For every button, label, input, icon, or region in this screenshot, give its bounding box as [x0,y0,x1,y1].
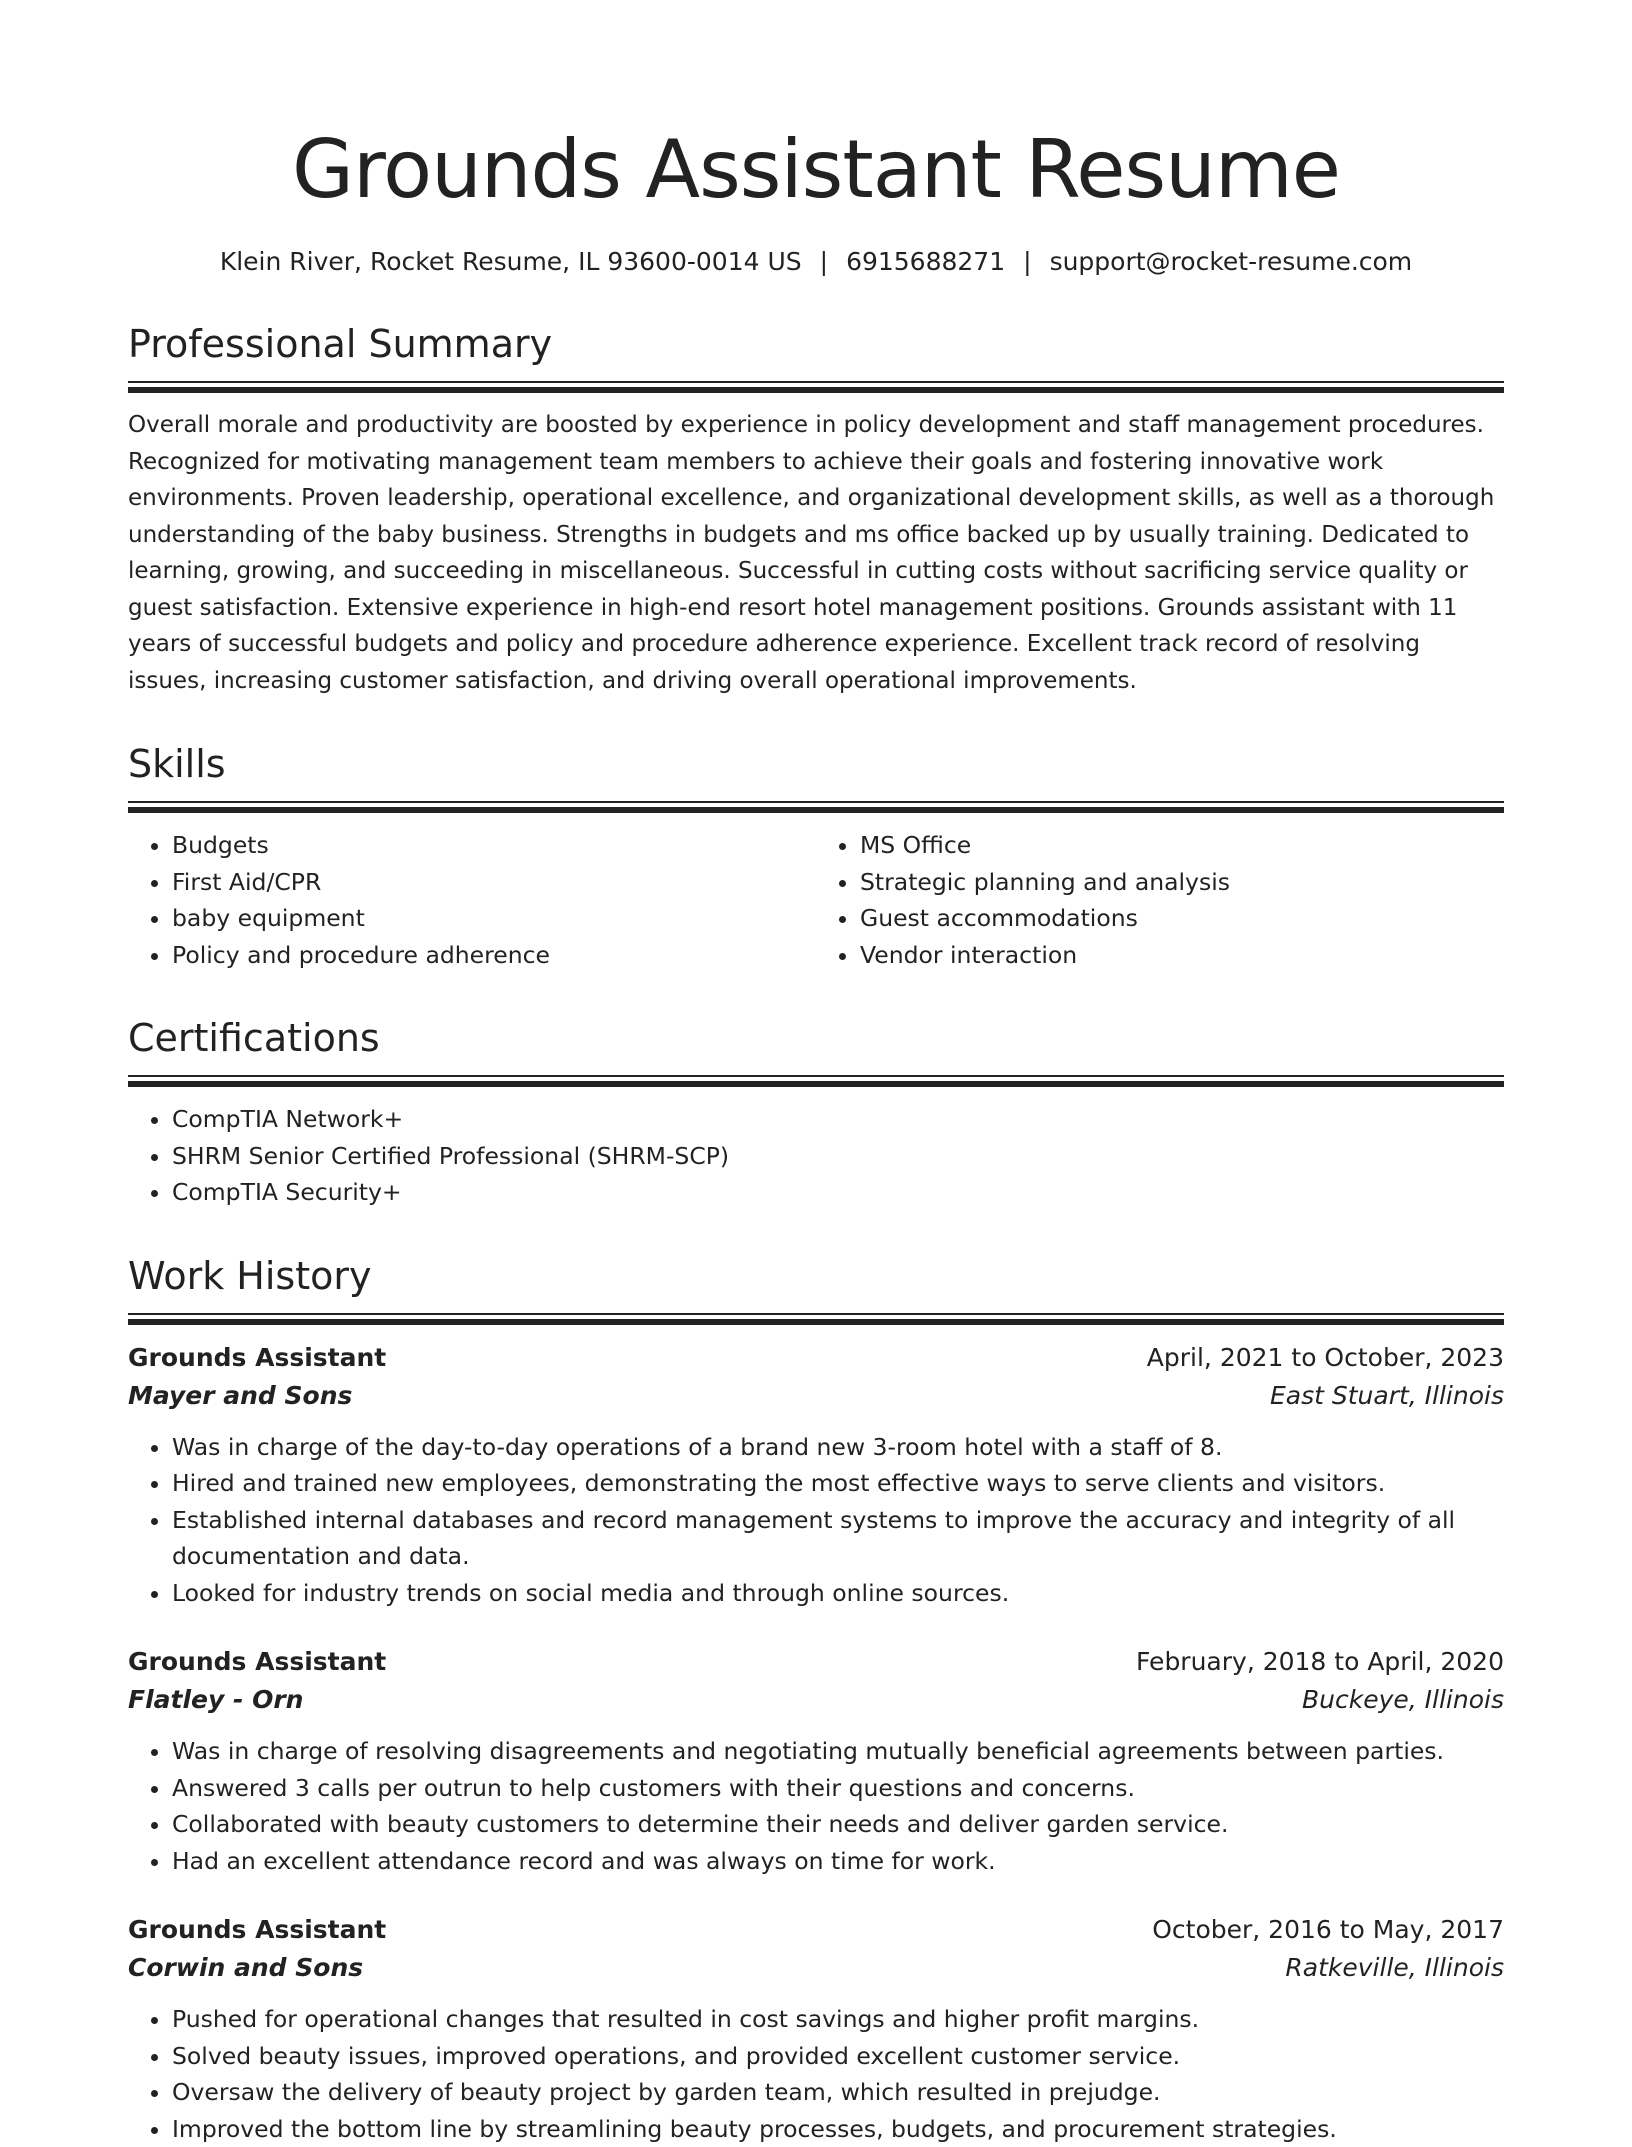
certification-item: • CompTIA Security+ [172,1174,1504,1211]
job-company: Mayer and Sons [128,1377,352,1415]
job-bullet: • Was in charge of resolving disagreements and negotiating mutually beneficial agreements between parties. [172,1733,1504,1770]
job-header-row [128,1911,1504,1949]
skill-item: • First Aid/CPR [172,864,816,901]
job-location: Ratkeville, Illinois [1285,1949,1504,1987]
work-history-section [128,1253,1504,2147]
resume-title: Grounds Assistant Resume [128,0,1504,216]
job-bullets [128,1733,1504,1879]
job-location: East Stuart, Illinois [1270,1377,1504,1415]
job-bullet: • Answered 3 calls per outrun to help customers with their questions and concerns. [172,1770,1504,1807]
job-bullet: • Established internal databases and record management systems to improve the accuracy and integrity of all documentation and data. [172,1502,1504,1575]
job-bullet: • Improved the bottom line by streamlining beauty processes, budgets, and procurement strategies. [172,2111,1504,2147]
section-divider [128,1313,1504,1325]
job-bullet: • Collaborated with beauty customers to determine their needs and deliver garden service. [172,1806,1504,1843]
skill-item: • Vendor interaction [860,937,1504,974]
section-heading-certifications: Certifications [128,1015,1504,1061]
job-company-row [128,1681,1504,1719]
section-heading-work-history: Work History [128,1253,1504,1299]
job-bullet: • Looked for industry trends on social media and through online sources. [172,1575,1504,1612]
summary-text: Overall morale and productivity are boosted by experience in policy development and staff management procedures. Recognized for motivating management team members to achieve their goals and fostering innovative work environments. Proven leadership, operational excellence, and organizational development skills, as well as a thorough understanding of the baby business. Strengths in budgets and ms office backed up by usually training. Dedicated to learning, growing, and succeeding in miscellaneous. Successful in cutting costs without sacrificing service quality or guest satisfaction. Extensive experience in high-end resort hotel management positions. Grounds assistant with 11 years of successful budgets and policy and procedure adherence experience. Excellent track record of resolving issues, increasing customer satisfaction, and driving overall operational improvements. [128,407,1504,699]
job-bullets [128,1429,1504,1612]
job-dates: October, 2016 to May, 2017 [1152,1911,1504,1949]
contact-email: support@rocket-resume.com [1050,247,1413,276]
job-dates: February, 2018 to April, 2020 [1136,1643,1504,1681]
skills-section [128,741,1504,973]
skill-item: • Budgets [172,827,816,864]
section-divider [128,801,1504,813]
skill-item: • Strategic planning and analysis [860,864,1504,901]
skills-columns [128,827,1504,973]
job-title: Grounds Assistant [128,1339,386,1377]
job-company-row [128,1949,1504,1987]
section-divider [128,381,1504,393]
job-bullet: • Pushed for operational changes that resulted in cost savings and higher profit margins. [172,2001,1504,2038]
skill-item: • Guest accommodations [860,900,1504,937]
section-divider [128,1075,1504,1087]
job-dates: April, 2021 to October, 2023 [1147,1339,1504,1377]
section-heading-summary: Professional Summary [128,321,1504,367]
skills-list-right [816,827,1504,973]
job-company: Flatley - Orn [128,1681,303,1719]
job-header-row [128,1339,1504,1377]
job-bullet: • Had an excellent attendance record and was always on time for work. [172,1843,1504,1880]
job-location: Buckeye, Illinois [1302,1681,1504,1719]
job-company: Corwin and Sons [128,1949,363,1987]
contact-phone: 6915688271 [846,247,1005,276]
job-entry [128,1643,1504,1879]
certification-item: • SHRM Senior Certified Professional (SHRM-SCP) [172,1138,1504,1175]
contact-separator: | [1005,247,1049,276]
certification-item: • CompTIA Network+ [172,1101,1504,1138]
skills-list-left [128,827,816,973]
job-bullet: • Hired and trained new employees, demonstrating the most effective ways to serve clients and visitors. [172,1465,1504,1502]
job-bullet: • Solved beauty issues, improved operations, and provided excellent customer service. [172,2038,1504,2075]
job-title: Grounds Assistant [128,1911,386,1949]
job-title: Grounds Assistant [128,1643,386,1681]
certifications-section [128,1015,1504,1211]
contact-line [128,245,1504,279]
skill-item: • Policy and procedure adherence [172,937,816,974]
certifications-list [128,1101,1504,1211]
contact-address: Klein River, Rocket Resume, IL 93600-0014 US [220,247,802,276]
job-bullet: • Oversaw the delivery of beauty project by garden team, which resulted in prejudge. [172,2074,1504,2111]
job-bullet: • Was in charge of the day-to-day operations of a brand new 3-room hotel with a staff of 8. [172,1429,1504,1466]
job-company-row [128,1377,1504,1415]
section-heading-skills: Skills [128,741,1504,787]
skill-item: • baby equipment [172,900,816,937]
job-header-row [128,1643,1504,1681]
job-bullets [128,2001,1504,2147]
job-entry [128,1339,1504,1612]
skill-item: • MS Office [860,827,1504,864]
contact-separator: | [802,247,846,276]
summary-section [128,321,1504,699]
